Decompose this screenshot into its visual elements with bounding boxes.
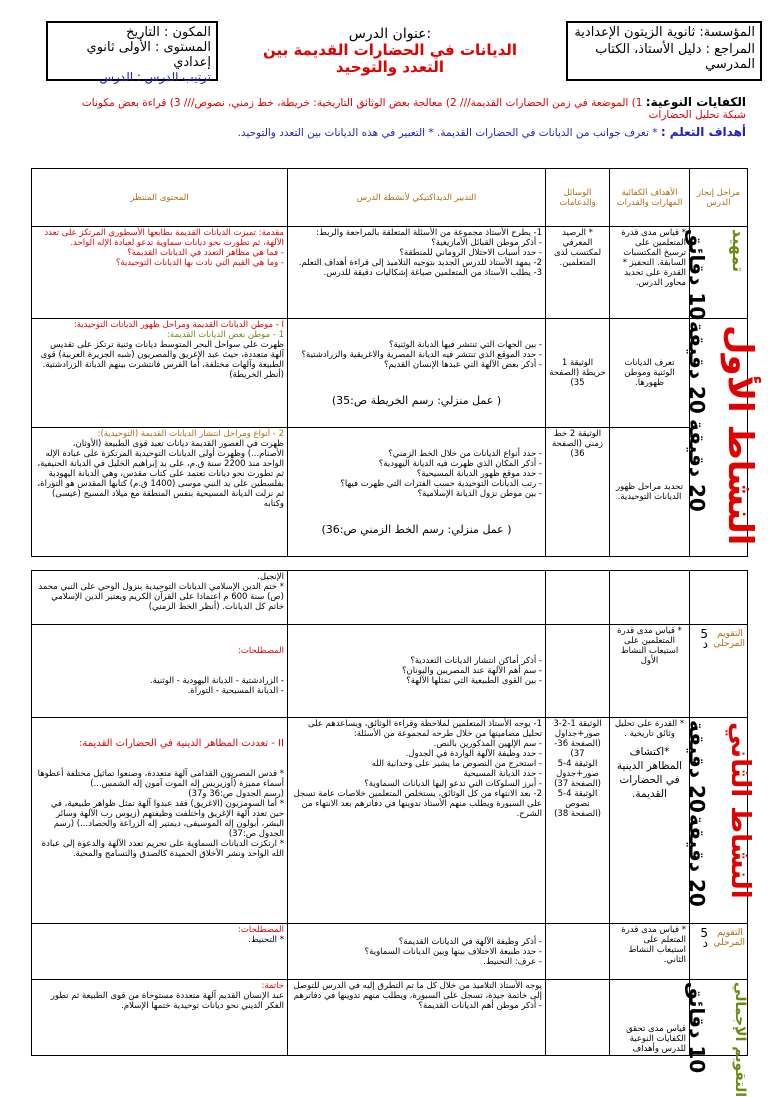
means-cell <box>546 571 610 625</box>
stage-cell <box>685 227 748 321</box>
homework-text: ( عمل منزلي: رسم الخريطة ص:35) <box>331 394 502 407</box>
goal-cell: * قياس مدى قدرة المتعلم على استيعاب النشاط الثاني. <box>610 924 690 980</box>
content-text: ظهرت في العصور القديمة ديانات تعبد قوى الطبيعة (الأوثان، الأصنام...) وظهرت أولى الديانات التوحيدية المرتكزة على عبادة الإله الواحد منذ 2200 سنة ق.م، على يد إبراهيم الخليل في الديانة الحنيفية، ثم تطورت نحو ديانات تعتمد على كتاب مقدس، وهي الديانة اليهودية بفلسطين على يد النبي موسى (1400 ق.م) كتابها المقدس هو التوراة، ثم نزلت الديانة المسيحية بنفس المنطقة مع ميلاد المسيح (عيسى) وكتابه <box>37 439 284 509</box>
lesson-title: الديانات في الحضارات القديمة بين التعدد والتوحيد <box>262 41 518 76</box>
activity-cell <box>288 571 546 625</box>
header-goals: الأهداف الكفائية المهارات والقدرات <box>610 169 690 227</box>
goal-cell: تعرف الديانات الوثنية وموطن ظهورها. <box>610 319 690 428</box>
means-cell <box>546 980 610 1056</box>
competencies-label: الكفايات النوعية: <box>645 95 746 109</box>
references-text: المراجع : دليل الأستاذ، الكتاب المدرسي <box>595 42 755 72</box>
content-text: - الزرادشتية - الديانة اليهودية - الوثنية. - الديانة المسيحية - التوراة. <box>149 676 284 696</box>
means-cell <box>546 924 610 980</box>
activity-cell <box>288 319 546 428</box>
lesson-table-2 <box>31 570 755 1097</box>
stage-label: التقويم المرحلي <box>713 629 745 649</box>
objectives <box>60 126 746 139</box>
means-cell <box>546 625 610 718</box>
duration-label: 10 دقائق <box>685 982 709 1074</box>
activity-cell: يوجه الأستاذ التلاميذ من خلال كل ما تم التطرق إليه في الدرس للتوصل إلى خاتمة جيدة، تسجل على السبورة، ويطلب منهم تدوينها في دفاترهم - أذكر موطن أهم الديانات القديمة؟ <box>288 980 546 1056</box>
duration-label-2: 20 دقيقة <box>685 419 709 512</box>
institution-text: المؤسسة: ثانوية الزيتون الإعدادية <box>574 25 755 40</box>
content-cell <box>32 718 288 924</box>
header-means: الوسائل والدعامات <box>546 169 610 227</box>
competencies-items: 1) الموضعة في زمن الحضارات القديمة/// 2) معالجة بعض الوثائق التاريخية: خريطة، خط زمني، نصوص/// 3) قراءة بعض مكونات شبكة تحليل الحضارات <box>81 97 746 121</box>
header-activities: التدبير الديداكتيكي لأنشطة الدرس <box>288 169 546 227</box>
activity-text: - بين الجهات التي تنتشر فيها الديانة الوثنية؟ - حدد الموقع الذي تنتشر فيه الديانة المصرية والاغريقية والزرادشتية؟ - أذكر بعض الآلهة التي عبدها الإنسان القديم؟ <box>301 340 542 370</box>
stage-cell <box>690 924 748 980</box>
goal-cell: تحديد مراحل ظهور الديانات التوحيدية. <box>610 428 690 557</box>
goal-text-a: * القدرة على تحليل وثائق تاريخية . <box>614 719 685 739</box>
institution-box <box>566 21 762 81</box>
table-row <box>32 718 748 924</box>
content-cell <box>32 227 288 319</box>
table-row <box>32 319 748 428</box>
duration-label: 20 دقيقة <box>685 321 709 414</box>
activity-cell: - أذكر أماكن انتشار الديانات التعددية؟ - سم أهم الآلهة عند المصريين واليونان؟ - بين القوى الطبيعية التي تمثلها الآلهة؟ <box>288 625 546 718</box>
conclusion-text: عبد الإنسان القديم آلهة متعددة مستوحاة من قوى الطبيعة ثم تطور الفكر الديني نحو ديانات توحيدية ختمها الإسلام. <box>50 991 284 1011</box>
goal-cell <box>610 718 690 924</box>
duration-label-2: 20 دقيقة <box>685 814 709 907</box>
goal-cell <box>610 571 690 625</box>
activity-cell: - أذكر وظيفة الآلهة في الديانات القديمة؟ - حدد طبيعة الاختلاف بينها وبين الديانات السماوية؟ - عرف: التحنيط. <box>288 924 546 980</box>
lesson-table-1 <box>31 168 760 557</box>
level-text: المستوى : الأولى ثانوي إعدادي <box>86 40 211 70</box>
duration-label: 10 دقائق <box>685 229 709 321</box>
table-row <box>32 571 748 625</box>
stage-label: النشاط الأول <box>720 325 760 546</box>
lesson-title-block <box>240 26 540 81</box>
content-cell <box>32 625 288 718</box>
homework-text: ( عمل منزلي: رسم الخط الزمني ص:36) <box>321 523 512 536</box>
table-row <box>32 924 748 980</box>
content-title: I - موطن الديانات القديمة ومراحل ظهور الديانات التوحيدية: <box>73 320 284 330</box>
means-cell: الوثيقة 1 خريطة (الصفحة 35) <box>546 319 610 428</box>
table-row <box>32 428 748 557</box>
competencies <box>60 96 746 121</box>
lesson-title-label: :عنوان الدرس <box>348 26 432 42</box>
component-text: المكون : التاريخ <box>126 25 211 40</box>
stage-cell <box>685 718 755 924</box>
content-subtitle: 1 - موطن بعض الديانات القديمة: <box>167 330 284 340</box>
activity-cell: 1- يطرح الأستاذ مجموعة من الأسئلة المتعلقة بالمراجعة والربط: - أذكر موطن القبائل الأمازيغية؟ - حدد أسباب الاحتلال الروماني للمنطقة؟ 2- يمهد الأستاذ للدرس الجديد بتوجيه التلاميذ إلى قراءة أهداف التعلم. 3- يطلب الأستاذ من المتعلمين صياغة إشكاليات دقيقة للدرس. <box>288 227 546 319</box>
duration-label: 20 دقيقة <box>685 720 709 813</box>
component-box <box>46 21 218 84</box>
table-row <box>32 980 748 1056</box>
duration-label: 5 د <box>700 627 708 651</box>
content-text: * التحنيط. <box>248 935 284 945</box>
content-cell <box>32 924 288 980</box>
content-cell: الإنجيل. * ختم الدين الإسلامي الديانات التوحيدية بنزول الوحي على النبي محمد (ص) سنة 600 م اعتمادا على القرآن الكريم ويعتبر الدين الإسلامي خاتم كل الديانات. (أنظر الخط الزمني) <box>32 571 288 625</box>
means-cell: الوثيقة 1-2-3 صور+جداول (الصفحة 36-37) الوثيقة 4-5 صور+جدول (الصفحة 37) الوثيقة 4-5 نصوص (الصفحة 38) <box>546 718 610 924</box>
stage-label: تمهيد <box>729 229 748 273</box>
stage-label: النشاط الثاني <box>725 722 755 899</box>
content-cell <box>32 980 288 1056</box>
content-cell <box>32 319 288 428</box>
means-cell: الوثيقة 2 خط زمني (الصفحة 36) <box>546 428 610 557</box>
content-title: II - تعددت المظاهر الدينية في الحضارات القديمة: <box>79 738 284 749</box>
terms-label: المصطلحات: <box>238 646 284 656</box>
stage-cell <box>685 319 760 557</box>
content-text: * قدس المصريون القدامى آلهة متعددة، وصنعوا تماثيل مختلفة أعطوها أسماء مميزة (أوزيريس إله الموت آمون إله الشمس...) (رسم الجدول ص:36 و37) * أما السومريون (الاغريق) فقد عبدوا آلهة تمثل ظواهر طبيعية، في حين تعدد آلهة الإغريق واختلفت وظيفتهم (زيوس رب الآلهة وسائر البشر، أبولون إله الموسيقى، ديمتير إله الزراعة والحصاد...) (رسم الجدول ص:37) * ارتكزت الديانات السماوية على تحريم تعدد الآلهة والدعوة إلى عبادة الله الواحد ونشر الأخلاق الحميدة كالصدق والتسامح والمحبة. <box>37 769 284 859</box>
means-cell: * الرصيد المعرفي لمكتسب لدى المتعلمين. <box>546 227 610 319</box>
terms-label: المصطلحات: <box>238 925 284 935</box>
stage-cell <box>690 571 748 625</box>
stage-cell <box>690 625 748 718</box>
order-text: ترتيب الدرس : الدرس <box>99 70 211 84</box>
content-text: مقدمة: تميزت الديانات القديمة بطابعها الأسطوري المرتكز على تعدد الآلهة، ثم تطورت نحو ديانات سماوية تدعو لعبادة الإله الواحد. - فما هي مظاهر التعدد في الديانات القديمة؟ - وما هي القيم التي نادت بها الديانات التوحيدية؟ <box>44 228 284 268</box>
table-header-row <box>32 169 748 227</box>
conclusion-label: خاتمة: <box>261 981 284 991</box>
stage-cell <box>685 980 748 1097</box>
activity-text: - حدد أنواع الديانات من خلال الخط الزمني؟ - أذكر المكان الذي ظهرت فيه الديانة اليهودية؟ - حدد موقع ظهور الديانة المسيحية؟ - رتب الديانات التوحيدية حسب الفترات التي ظهرت فيها؟ - بين موطن نزول الديانة الإسلامية؟ <box>340 449 542 499</box>
header-stages: مراحل إنجاز الدرس <box>690 169 748 227</box>
content-subtitle: 2 - أنواع ومراحل انتشار الديانات القديمة (التوحيدية): <box>97 429 284 439</box>
stage-label: التقويم الإجمالي <box>732 982 748 1097</box>
content-text: ظهرت على سواحل البحر المتوسط ديانات وثنية ترتكز على تقديس آلهة متعددة، حيث عبد الإغريق والمصريون (شبه الجزيرة العربية) قوى الطبيعة وآلهات مختلفة، أما الفرس فانتشرت بينهم الديانة الزرادشتية. (أنظر الخريطة) <box>40 340 284 380</box>
header-content: المحتوى المنتظر <box>32 169 288 227</box>
stage-label: التقويم المرحلي <box>713 928 745 948</box>
goal-text-b: *اكتشاف المظاهر الدينية في الحضارات القديمة. <box>616 746 683 800</box>
table-row <box>32 227 748 319</box>
duration-label: 5 د <box>700 926 708 950</box>
objectives-items: * تعرف جوانب من الديانات في الحضارات القديمة. * التعبير في هذه الديانات بين التعدد والتوحيد. <box>237 127 658 139</box>
goal-cell: * قياس مدى قدرة المتعلمين على ترسيخ المكتسبات السابقة. التحفيز * القدرة على تحديد محاور الدرس. <box>610 227 690 319</box>
activity-cell <box>288 428 546 557</box>
table-row <box>32 625 748 718</box>
goal-cell: * قياس مدى قدرة المتعلمين على استيعاب النشاط الأول <box>610 625 690 718</box>
goal-cell: قياس مدى تحقق الكفايات النوعية للدرس وأهداف <box>610 980 690 1056</box>
content-cell <box>32 428 288 557</box>
objectives-label: أهداف التعلم : <box>660 125 746 139</box>
activity-cell: 1- يوجه الأستاذ المتعلمين لملاحظة وقراءة الوثائق، ويساعدهم على تحليل مضامينها من خلال طرحه لمجموعة من الأسئلة: - سم الإلهين المذكورين بالنص. - حدد وظيفة الآلهة الواردة في الجدول. - استخرج من النصوص ما يشير على وحدانية الله - حدد الديانة المسيحية - أبرز السلوكات التي تدعو إليها الديانات السماوية؟ 2- بعد الانتهاء من كل الوثائق، يستخلص المتعلمين خلاصات عامة تسجل على السبورة ويطلب منهم الأستاذ تدوينها في دفاترهم بعد الانتهاء من الشرح. <box>288 718 546 924</box>
